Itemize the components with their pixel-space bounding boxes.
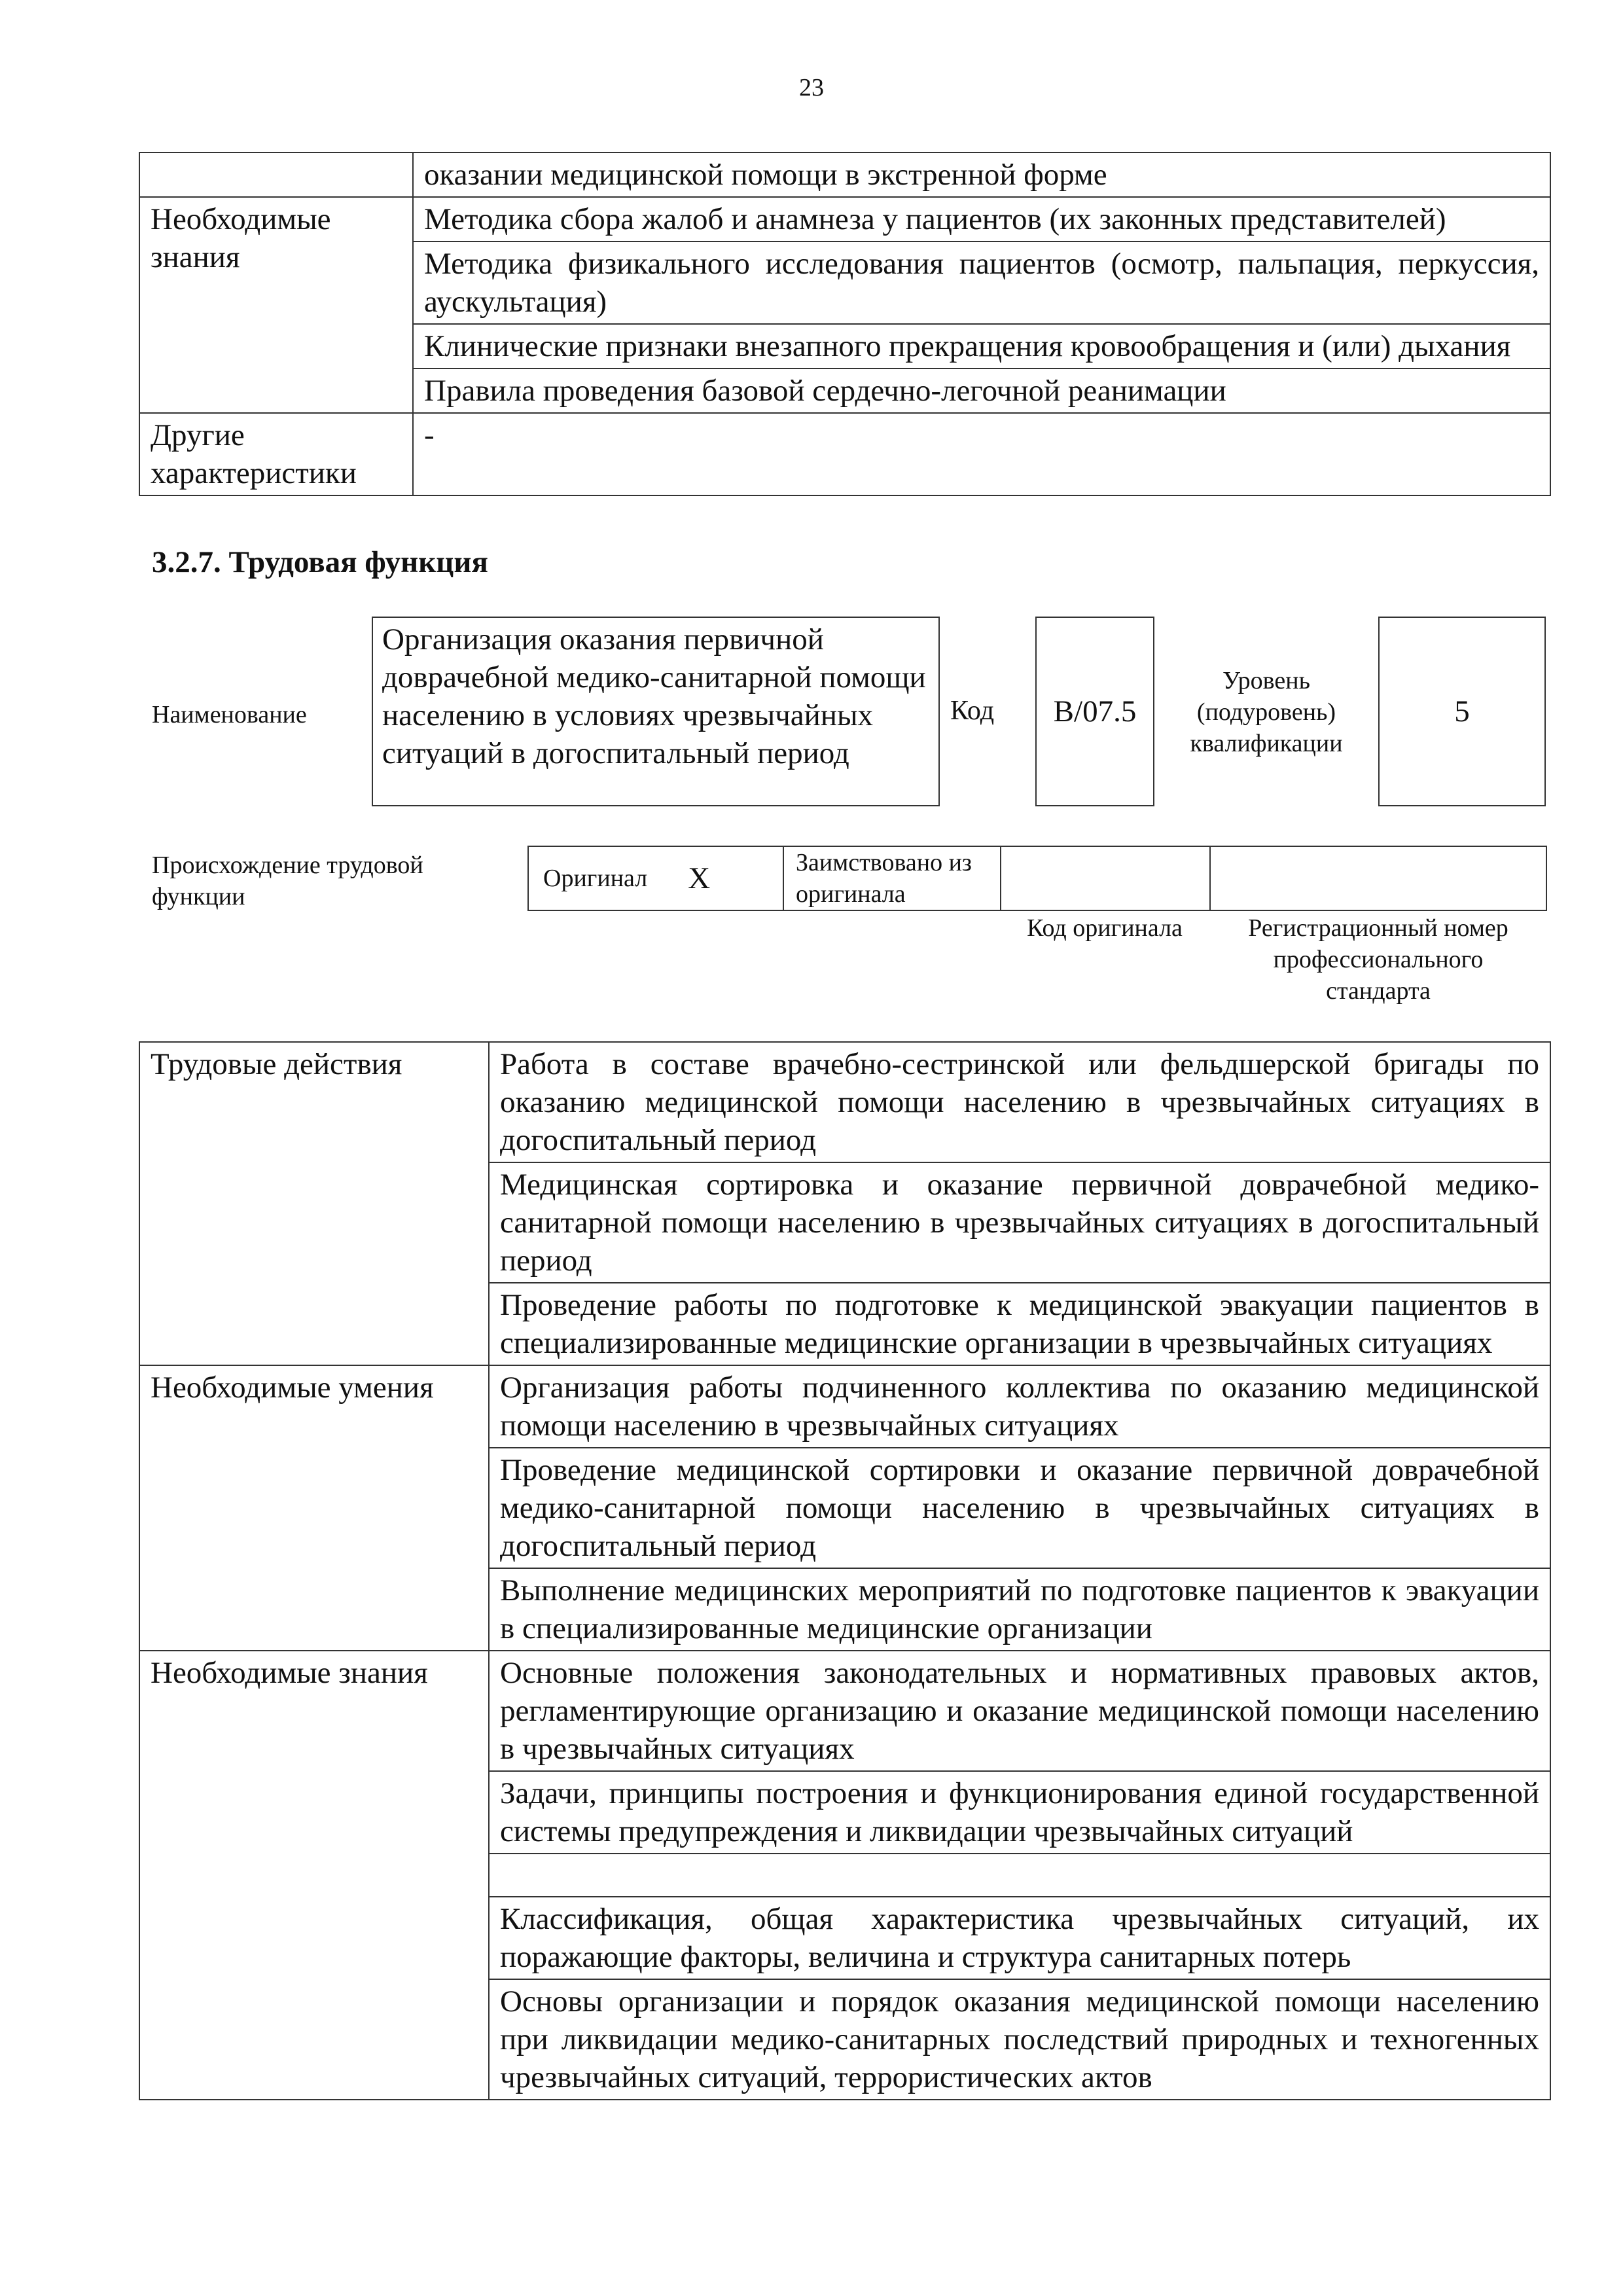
original-label: Оригинал <box>543 865 648 892</box>
table-row <box>139 152 1550 197</box>
level-label: Уровень (подуровень) квалификации <box>1190 667 1343 757</box>
name-label: Наименование <box>152 701 307 728</box>
level-box <box>1378 617 1546 806</box>
table-cell: Основы организации и порядок оказания медицинской помощи населению при ликвидации медико-санитарных последствий природных и техногенных чрезвычайных ситуаций, террористических актов <box>489 1979 1550 2100</box>
origin-label: Происхождение трудовой функции <box>152 852 423 910</box>
code-value: B/07.5 <box>1053 694 1137 728</box>
table-cell: оказании медицинской помощи в экстренной форме <box>413 152 1550 197</box>
group-label: Необходимые умения <box>139 1365 489 1651</box>
table-cell: Правила проведения базовой сердечно-легочной реанимации <box>413 368 1550 413</box>
table-cell: - <box>413 413 1550 495</box>
table-cell: Классификация, общая характеристика чрезвычайных ситуаций, их поражающие факторы, величина и структура санитарных потерь <box>489 1897 1550 1979</box>
labor-function-table <box>139 1041 1551 2100</box>
table-row <box>139 413 1550 495</box>
registration-number-cell <box>1211 847 1547 910</box>
function-name: Организация оказания первичной доврачебной медико-санитарной помощи населению в условиях чрезвычайных ситуаций в догоспитальный период <box>382 622 926 770</box>
table-cell: Выполнение медицинских мероприятий по подготовке пациентов к эвакуации в специализированные медицинские организации <box>489 1568 1550 1651</box>
row-label: Другие характеристики <box>139 413 413 495</box>
section-title: 3.2.7. Трудовая функция <box>152 545 488 579</box>
registration-caption: Регистрационный номер профессионального стандарта <box>1248 914 1508 1005</box>
code-box <box>1035 617 1154 806</box>
original-mark: X <box>688 861 711 895</box>
table-cell: Клинические признаки внезапного прекращения кровообращения и (или) дыхания <box>413 324 1550 368</box>
table-row <box>139 1651 1550 1771</box>
code-label: Код <box>950 696 995 726</box>
table-row <box>139 1042 1550 1162</box>
group-label: Трудовые действия <box>139 1042 489 1365</box>
borrowed-label: Заимствовано из оригинала <box>796 849 972 908</box>
original-cell <box>529 847 784 910</box>
page-number: 23 <box>799 74 824 101</box>
table-cell: Задачи, принципы построения и функционирования единой государственной системы предупреждения и ликвидации чрезвычайных ситуаций <box>489 1771 1550 1854</box>
row-label: Необходимые знания <box>139 197 413 413</box>
borrowed-cell <box>784 847 1001 910</box>
table-cell: Проведение работы по подготовке к медицинской эвакуации пациентов в специализированные медицинские организации в чрезвычайных ситуациях <box>489 1283 1550 1365</box>
table-cell: Медицинская сортировка и оказание первичной доврачебной медико-санитарной помощи населению в чрезвычайных ситуациях в догоспитальный период <box>489 1162 1550 1283</box>
table-cell: Методика сбора жалоб и анамнеза у пациентов (их законных представителей) <box>413 197 1550 242</box>
code-caption: Код оригинала <box>1027 914 1183 942</box>
group-label: Необходимые знания <box>139 1651 489 2100</box>
knowledge-continuation-table <box>139 152 1551 496</box>
row-label <box>139 152 413 197</box>
table-cell: Работа в составе врачебно-сестринской или фельдшерской бригады по оказанию медицинской помощи населению в чрезвычайных ситуациях в догоспитальный период <box>489 1042 1550 1162</box>
origin-table <box>527 846 1547 911</box>
table-cell: Проведение медицинской сортировки и оказание первичной доврачебной медико-санитарной помощи населению в чрезвычайных ситуациях в догоспитальный период <box>489 1448 1550 1568</box>
table-row <box>139 197 1550 242</box>
level-value: 5 <box>1454 694 1470 728</box>
table-cell: Организация работы подчиненного коллектива по оказанию медицинской помощи населению в чрезвычайных ситуациях <box>489 1365 1550 1448</box>
function-name-box <box>372 617 940 806</box>
original-code-cell <box>1001 847 1211 910</box>
table-cell: Методика физикального исследования пациентов (осмотр, пальпация, перкуссия, аускультация) <box>413 242 1550 324</box>
table-cell <box>489 1854 1550 1897</box>
table-cell: Основные положения законодательных и нормативных правовых актов, регламентирующие организацию и оказание медицинской помощи населению в чрезвычайных ситуациях <box>489 1651 1550 1771</box>
table-row <box>139 1365 1550 1448</box>
